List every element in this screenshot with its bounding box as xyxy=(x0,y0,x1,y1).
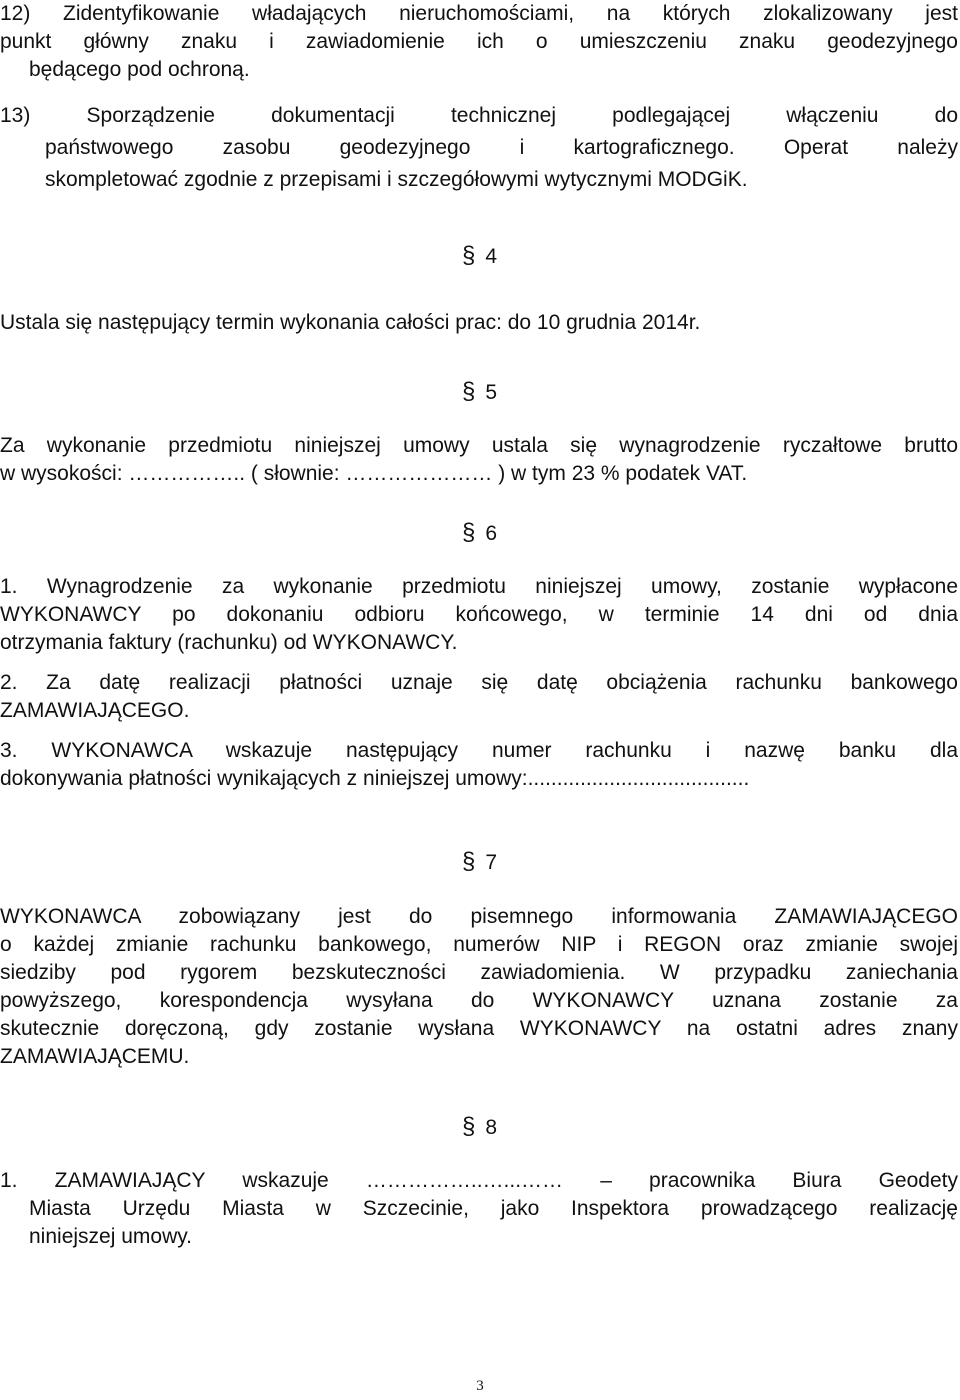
item-13-line-3: skompletować zgodnie z przepisami i szczegółowymi wytycznymi MODGiK. xyxy=(45,168,748,191)
section-8-heading xyxy=(462,1113,497,1142)
section-symbol: § xyxy=(462,378,476,405)
section-6-p2-line-2: ZAMAWIAJĄCEGO. xyxy=(0,699,190,722)
section-7-line-5: skutecznie doręczoną, gdy zostanie wysłana WYKONAWCY na ostatni adres znany xyxy=(0,1017,958,1040)
section-symbol: § xyxy=(462,1113,476,1140)
section-6-p3-line-2: dokonywania płatności wynikających z niniejszej umowy:...................................... xyxy=(0,767,750,790)
section-5-line-1: Za wykonanie przedmiotu niniejszej umowy ustala się wynagrodzenie ryczałtowe brutto xyxy=(0,434,958,457)
section-6-number: 6 xyxy=(485,522,498,545)
item-12-line-3: będącego pod ochroną. xyxy=(29,58,250,81)
section-7-number: 7 xyxy=(485,851,498,874)
section-7-line-2: o każdej zmianie rachunku bankowego, numerów NIP i REGON oraz zmianie swojej xyxy=(0,933,958,956)
section-7-line-3: siedziby pod rygorem bezskuteczności zawiadomienia. W przypadku zaniechania xyxy=(0,961,958,984)
section-4-heading xyxy=(462,242,497,271)
section-5-number: 5 xyxy=(485,381,498,404)
item-12-line-1: 12) Zidentyfikowanie władających nieruchomościami, na których zlokalizowany jest xyxy=(0,2,958,25)
section-8-line-1: 1. ZAMAWIAJĄCY wskazuje ……………..…...…… – pracownika Biura Geodety xyxy=(0,1169,958,1192)
section-symbol: § xyxy=(462,519,476,546)
section-6-heading xyxy=(462,519,497,548)
page-number: 3 xyxy=(476,1378,484,1394)
section-5-heading xyxy=(462,378,497,407)
section-6-p1-line-2: WYKONAWCY po dokonaniu odbioru końcowego, w terminie 14 dni od dnia xyxy=(0,603,958,626)
section-symbol: § xyxy=(462,848,476,875)
section-6-p1-line-3: otrzymania faktury (rachunku) od WYKONAWCY. xyxy=(0,631,458,654)
item-13-line-2: państwowego zasobu geodezyjnego i kartograficznego. Operat należy xyxy=(45,136,958,159)
section-7-line-1: WYKONAWCA zobowiązany jest do pisemnego informowania ZAMAWIAJĄCEGO xyxy=(0,905,958,928)
section-4-number: 4 xyxy=(485,245,498,268)
section-7-line-4: powyższego, korespondencja wysyłana do WYKONAWCY uznana zostanie za xyxy=(0,989,958,1012)
section-5-line-2: w wysokości: …………….. ( słownie: ………………… ) w tym 23 % podatek VAT. xyxy=(0,462,748,485)
section-6-p1-line-1: 1. Wynagrodzenie za wykonanie przedmiotu niniejszej umowy, zostanie wypłacone xyxy=(0,575,958,598)
section-8-number: 8 xyxy=(485,1116,498,1139)
section-symbol: § xyxy=(462,242,476,269)
section-6-p2-line-1: 2. Za datę realizacji płatności uznaje się datę obciążenia rachunku bankowego xyxy=(0,671,958,694)
item-12-line-2: punkt główny znaku i zawiadomienie ich o umieszczeniu znaku geodezyjnego xyxy=(0,30,958,53)
item-13-line-1: 13) Sporządzenie dokumentacji technicznej podlegającej włączeniu do xyxy=(0,104,958,127)
section-8-line-2: Miasta Urzędu Miasta w Szczecinie, jako Inspektora prowadzącego realizację xyxy=(29,1197,958,1220)
section-8-line-3: niniejszej umowy. xyxy=(29,1225,193,1248)
section-7-heading xyxy=(462,848,497,877)
section-4-text: Ustala się następujący termin wykonania całości prac: do 10 grudnia 2014r. xyxy=(0,311,701,334)
section-6-p3-line-1: 3. WYKONAWCA wskazuje następujący numer rachunku i nazwę banku dla xyxy=(0,739,958,762)
section-7-line-6: ZAMAWIAJĄCEMU. xyxy=(0,1045,190,1068)
